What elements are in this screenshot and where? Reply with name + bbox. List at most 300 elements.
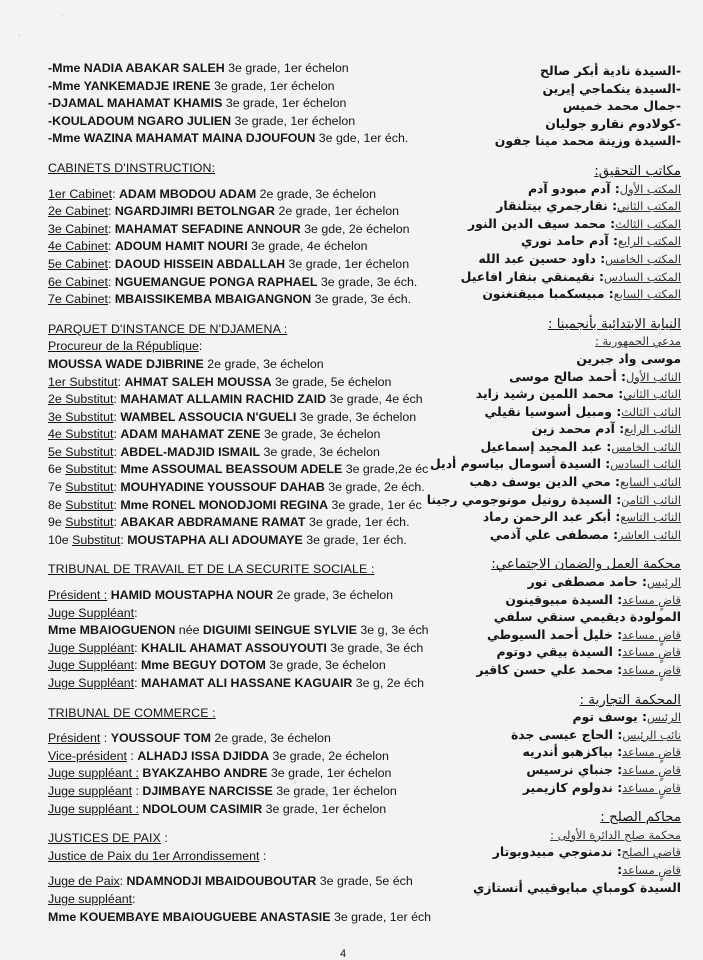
role-label: Juge de Paix — [48, 874, 120, 889]
french-line — [48, 409, 453, 427]
arabic-line — [431, 691, 681, 709]
french-line — [48, 891, 453, 909]
role-label: Juge suppléant — [48, 783, 133, 798]
spacer — [48, 722, 453, 730]
grade-text: : — [107, 204, 115, 219]
arabic-line — [431, 643, 681, 661]
role-label: 1er Substitut — [48, 374, 118, 389]
french-line — [48, 321, 453, 339]
grade-text: 3e grade, 3e éch — [326, 640, 424, 655]
name-text: Mme KOUEMBAYE MBAIOUGUEBE ANASTASIE — [48, 909, 331, 924]
scan-mark: ' — [62, 14, 64, 23]
french-line — [48, 338, 453, 356]
grade-text: : — [134, 658, 142, 673]
role-label: قاضٍ مساعد — [622, 762, 681, 777]
arabic-line — [431, 403, 681, 421]
grade-text: 2e grade, 3e échelon — [256, 186, 377, 201]
french-line — [48, 444, 453, 462]
arabic-line — [431, 162, 681, 180]
section-heading: TRIBUNAL DE TRAVAIL ET DE LA SECURITE SOCIALE : — [48, 562, 375, 577]
french-line — [48, 95, 453, 113]
role-label: النائب الثالث — [621, 404, 681, 419]
arabic-line — [431, 215, 681, 233]
name-text: Mme MBAIOGUENON — [48, 623, 176, 638]
arabic-line — [431, 473, 681, 491]
name-text: ALHADJ ISSA DJIDDA — [137, 748, 270, 763]
grade-text: : — [113, 497, 121, 512]
section-heading: مكاتب التحقيق: — [594, 163, 681, 179]
arabic-line — [431, 197, 681, 215]
spacer — [48, 148, 453, 160]
name-text: المولودة ديقيمي سنقي سلفي — [493, 609, 681, 625]
grade-text: 3e grade, 2e échelon — [269, 748, 389, 763]
spacer — [48, 865, 453, 873]
role-label: المكتب الأول — [619, 181, 681, 196]
name-text: موسى واد جبرين — [576, 350, 681, 366]
grade-text: : — [107, 221, 115, 236]
name-text: : مصطفى علي آذمي — [489, 526, 619, 542]
role-label: قاضٍ مساعد — [622, 663, 681, 677]
grade-text: 3e grade, 3e échelon — [260, 427, 381, 442]
arabic-line — [431, 779, 681, 797]
grade-text: 10e — [48, 532, 73, 547]
grade-text: 3e grade, 3e éch. — [311, 292, 412, 307]
name-text: Mme RONEL MONODJOMI REGINA — [120, 497, 329, 512]
grade-text: 3e grade, 1er échelon — [262, 801, 387, 816]
spacer — [431, 679, 681, 691]
grade-text: 3e grade, 3e échelon — [260, 444, 380, 459]
french-line — [48, 605, 453, 623]
name-text: : ندولوم كازيمير — [522, 779, 623, 795]
role-label: 7e Cabinet — [48, 292, 108, 307]
role-label: Juge Suppléant — [48, 640, 135, 655]
arabic-line — [431, 285, 681, 303]
arabic-line — [431, 879, 681, 897]
arabic-line — [431, 368, 681, 386]
grade-text: : — [134, 605, 138, 620]
name-text: -Mme WAZINA MAHAMAT MAINA DJOUFOUN — [48, 131, 316, 146]
french-line — [48, 801, 453, 819]
spacer — [48, 818, 453, 830]
grade-text: : — [107, 256, 115, 271]
grade-text: 3e grade, 1er éch — [330, 909, 432, 924]
name-text: MAHAMAT ALI HASSANE KAGUAIR — [141, 676, 353, 690]
section-heading: النيابة الابتدائية بأنجمينا : — [547, 316, 681, 332]
arabic-line — [431, 385, 681, 403]
french-line — [48, 587, 453, 605]
arabic-line — [431, 526, 681, 544]
spacer — [431, 543, 681, 555]
arabic-line — [431, 180, 681, 198]
name-text: : بياكزهبو أندريه — [522, 744, 623, 760]
name-text: : السيدة بيقي دوتوم — [496, 644, 623, 660]
name-text: : آدم حامد نوري — [521, 233, 618, 249]
grade-text: 3e grade, 3e éch. — [317, 274, 418, 289]
role-label: Substitut — [65, 480, 114, 495]
grade-text: : — [112, 186, 119, 201]
grade-text: 3e grade, 4e échelon — [247, 239, 368, 254]
french-line — [48, 479, 453, 497]
arabic-line — [431, 80, 681, 98]
role-label: قاضٍ مساعد — [622, 862, 681, 877]
role-label: المكتب الرابع — [617, 234, 681, 249]
french-line — [48, 60, 453, 78]
grade-text: 3e grade, 1er éch. — [302, 532, 407, 547]
section-heading: TRIBUNAL DE COMMERCE : — [48, 705, 216, 720]
role-label: 3e Cabinet — [48, 221, 108, 236]
name-text: MBAISSIKEMBA MBAIGANGNON — [114, 292, 312, 307]
arabic-line — [426, 491, 681, 509]
name-text: MOUHYADINE YOUSSOUF DAHAB — [120, 480, 325, 495]
section-heading: محكمة العمل والضمان الاجتماعي: — [491, 557, 681, 573]
grade-text: : — [132, 783, 143, 798]
role-label: النائب السادس — [610, 457, 681, 472]
grade-text: : — [119, 874, 127, 889]
name-text: : عبد المجيد إسماعيل — [480, 438, 612, 454]
grade-text: 3e g, 2e éch — [352, 676, 424, 690]
grade-text: : — [160, 831, 168, 846]
name-text: -السيدة ينكماجي إيرين — [542, 80, 681, 96]
grade-text: : — [117, 374, 125, 389]
name-text: -كولادوم نقارو جوليان — [545, 115, 681, 131]
role-label: Substitut — [65, 462, 114, 477]
name-text: : محمد اللمين رشيد زايد — [475, 386, 624, 402]
role-label: Juge Suppléant — [48, 676, 135, 690]
role-label: 1er Cabinet — [48, 186, 113, 201]
grade-text: 9e — [48, 515, 66, 530]
french-line — [48, 160, 453, 178]
french-line — [48, 748, 453, 766]
spacer — [431, 303, 681, 315]
name-text: : آدم محمد زين — [531, 421, 625, 437]
arabic-line — [431, 708, 681, 726]
name-text: Mme ASSOUMAL BEASSOUM ADELE — [120, 462, 343, 477]
role-label: المكتب الثالث — [615, 216, 681, 231]
grade-text: 3e grade, 1er échelon — [222, 96, 347, 111]
grade-text: 3e grade, 1er échelon — [272, 783, 397, 798]
grade-text: : — [132, 891, 136, 906]
name-text: -جمال محمد خميس — [562, 98, 681, 114]
name-text: : الحاج عيسى جدة — [510, 726, 623, 742]
grade-text: : — [198, 339, 203, 354]
grade-text: 2e grade, 3e échelon — [273, 588, 394, 603]
grade-text: 3e gde, 1er éch. — [315, 131, 409, 146]
french-line — [48, 256, 453, 274]
role-label: Substitut — [65, 497, 114, 512]
french-line — [48, 113, 453, 131]
spacer — [48, 693, 453, 705]
grade-text: : — [100, 731, 111, 746]
french-line — [48, 186, 453, 204]
grade-text: 3e grade, 1er échelon — [285, 256, 410, 271]
grade-text: 3e grade, 1er éc — [328, 497, 422, 512]
name-text: AHMAT SALEH MOUSSA — [124, 374, 272, 389]
arabic-column — [426, 62, 681, 896]
role-label: Juge Suppléant — [48, 658, 135, 673]
section-heading: JUSTICES DE PAIX — [48, 831, 161, 846]
role-label: 4e Cabinet — [48, 239, 108, 254]
role-label: Juge suppléant : — [48, 801, 139, 816]
role-label: قاضي الصلح — [621, 845, 681, 860]
role-label: النائب الرابع — [624, 422, 681, 437]
arabic-line — [431, 97, 681, 115]
role-label: قاضٍ مساعد — [622, 780, 681, 795]
role-label: 6e Cabinet — [48, 274, 108, 289]
grade-text: : — [134, 640, 142, 655]
role-label: النائب الأول — [626, 369, 681, 384]
name-text: : محمد علي حسن كاقير — [476, 662, 623, 677]
grade-text: : — [113, 427, 121, 442]
role-label: Justice de Paix du 1er Arrondissement — [48, 848, 260, 863]
arabic-line — [431, 250, 681, 268]
french-line — [48, 497, 453, 515]
name-text: NDOLOUM CASIMIR — [142, 801, 263, 816]
grade-text: 8e — [48, 497, 66, 512]
arabic-line — [431, 555, 681, 573]
name-text: السيدة كومباي مبايوقيبي أنستازي — [473, 879, 681, 895]
grade-text: : — [259, 848, 267, 863]
role-label: المكتب الخامس — [605, 251, 681, 266]
role-label: قاضٍ مساعد — [622, 592, 681, 607]
name-text: : يوسف توم — [572, 709, 647, 725]
grade-text: 3e grade, 1er échelon — [231, 113, 356, 128]
french-line — [48, 461, 453, 479]
role-label: المكتب السادس — [604, 269, 681, 284]
french-line — [48, 391, 453, 409]
grade-text: 3e grade, 3e échelon — [296, 409, 417, 424]
grade-text: 3e g, 3e éch — [356, 623, 429, 638]
name-text: : ندمنوجي مبيدوبوتار — [492, 844, 622, 860]
grade-text: 7e — [48, 480, 66, 495]
name-text: DAOUD HISSEIN ABDALLAH — [114, 256, 286, 271]
arabic-line — [431, 268, 681, 286]
role-label: 5e Cabinet — [48, 256, 108, 271]
name-text: : أبكر عبد الرحمن رماد — [482, 509, 621, 525]
grade-text: 3e grade, 1er échelon — [224, 61, 349, 75]
grade-text: 2e grade, 1er échelon — [275, 204, 399, 219]
french-line — [48, 274, 453, 292]
grade-text: 3e grade, 5e échelon — [271, 374, 392, 389]
arabic-line — [431, 591, 681, 609]
french-line — [48, 622, 453, 640]
spacer — [431, 796, 681, 808]
french-line — [48, 561, 453, 579]
name-text: : خليل أحمد السيوطي — [486, 626, 623, 642]
spacer — [431, 150, 681, 162]
name-text: : السيدة رونيل مونوجومي رجينا — [426, 491, 622, 507]
arabic-line — [431, 315, 681, 333]
grade-text: 3e grade,2e éc — [342, 462, 429, 477]
arabic-line — [431, 761, 681, 779]
name-text: : ومبيل أسوسيا نقيلي — [484, 403, 622, 419]
name-text: : السيدة مبيوقينون — [505, 591, 623, 607]
grade-text: 3e grade, 5e éch — [316, 874, 413, 889]
french-line — [48, 514, 453, 532]
name-text: MOUSTAPHA ALI ADOUMAYE — [127, 532, 303, 547]
french-line — [48, 640, 453, 658]
french-line — [48, 909, 453, 927]
french-line — [48, 705, 453, 723]
role-label: Juge suppléant — [48, 891, 133, 906]
role-label: 3e Substitut — [48, 409, 114, 424]
french-line — [48, 830, 453, 848]
arabic-line — [431, 626, 681, 644]
role-label: المكتب السابع — [613, 287, 681, 302]
name-text: ADAM MBODOU ADAM — [118, 186, 257, 201]
grade-text: 3e grade, 1er éch. — [305, 515, 410, 530]
role-label: Président — [48, 731, 101, 746]
grade-text: 2e grade, 3e échelon — [203, 356, 324, 371]
name-text: ADOUM HAMIT NOURI — [114, 239, 248, 254]
name-text: ADAM MAHAMAT ZENE — [120, 427, 261, 442]
name-text: -Mme NADIA ABAKAR SALEH — [48, 61, 225, 75]
role-label: قاضٍ مساعد — [622, 645, 681, 660]
name-text: : داود حسين عبد الله — [478, 250, 606, 266]
name-text: BYAKZAHBO ANDRE — [142, 766, 268, 781]
role-label: الرئيس — [646, 575, 681, 590]
role-label: 4e Substitut — [48, 427, 114, 442]
grade-text: : — [113, 444, 121, 459]
name-text: : نقارجمري بيتلنقار — [496, 198, 618, 214]
section-heading: PARQUET D'INSTANCE DE N'DJAMENA : — [48, 321, 288, 336]
grade-text: : — [107, 292, 115, 307]
arabic-line — [431, 115, 681, 133]
grade-text: : — [107, 274, 115, 289]
name-text: ABDEL-MADJID ISMAIL — [120, 444, 261, 459]
role-label: Vice-président — [48, 748, 127, 763]
grade-text: : — [113, 480, 121, 495]
french-line — [48, 783, 453, 801]
role-label: النائب الثامن — [621, 492, 681, 507]
grade-text: 3e grade, 2e éch. — [324, 480, 425, 495]
role-label: المكتب الثاني — [617, 199, 681, 214]
arabic-line — [431, 861, 681, 879]
french-line — [48, 374, 453, 392]
grade-text: 3e grade, 4e éch — [326, 392, 423, 407]
spacer — [48, 579, 453, 587]
name-text: DIGUIMI SEINGUE SYLVIE — [202, 623, 357, 638]
arabic-line — [431, 843, 681, 861]
arabic-line — [431, 826, 681, 844]
role-label: Procureur de la République — [48, 339, 199, 354]
name-text: NDAMNODJI MBAIDOUBOUTAR — [126, 874, 317, 889]
name-text: -السيدة نادية أبكر صالح — [540, 63, 681, 78]
french-line — [48, 848, 453, 866]
name-text: : نقيمنقي بنقار افاعيل — [460, 268, 604, 284]
grade-text: 3e grade, 3e échelon — [265, 658, 386, 673]
role-label: 2e Cabinet — [48, 204, 108, 219]
arabic-line — [431, 332, 681, 350]
french-line — [48, 657, 453, 675]
section-heading: المحكمة التجارية : — [579, 692, 681, 708]
name-text: DJIMBAYE NARCISSE — [142, 783, 273, 798]
grade-text: : — [126, 748, 138, 763]
grade-text: née — [175, 623, 203, 638]
name-text: HAMID MOUSTAPHA NOUR — [110, 588, 274, 603]
role-label: Substitut — [72, 532, 121, 547]
arabic-line — [431, 232, 681, 250]
name-text: NGUEMANGUE PONGA RAPHAEL — [114, 274, 318, 289]
name-text: : حامد مصطفى نور — [527, 574, 647, 590]
arabic-line — [431, 726, 681, 744]
grade-text: : — [113, 462, 121, 477]
grade-text: 2e grade, 3e échelon — [210, 731, 331, 746]
name-text: MOUSSA WADE DJIBRINE — [48, 356, 204, 371]
arabic-line — [431, 350, 681, 368]
role-label: مدعي الجمهورية : — [595, 334, 681, 349]
french-line — [48, 873, 453, 891]
role-label: الرئيس — [646, 710, 681, 725]
role-label: Juge suppléant : — [48, 766, 139, 781]
grade-text: 3e grade, 1er échelon — [267, 766, 392, 781]
scan-mark: ` — [18, 34, 21, 43]
name-text: : — [617, 861, 623, 877]
name-text: Mme BEGUY DOTOM — [141, 658, 266, 673]
role-label: 2e Substitut — [48, 392, 114, 407]
french-line — [48, 203, 453, 221]
grade-text: : — [120, 532, 128, 547]
role-label: النائب الثاني — [623, 387, 681, 402]
name-text: KHALIL AHAMAT ASSOUYOUTI — [141, 640, 327, 655]
role-label: النائب الخامس — [611, 439, 681, 454]
french-line — [48, 291, 453, 309]
grade-text: : — [113, 392, 121, 407]
name-text: MAHAMAT ALLAMIN RACHID ZAID — [120, 392, 327, 407]
french-line — [48, 356, 453, 374]
name-text: NGARDJIMRI BETOLNGAR — [114, 204, 275, 219]
section-heading: محاكم الصلح : — [600, 810, 681, 826]
french-line — [48, 532, 453, 550]
arabic-line — [431, 573, 681, 591]
role-label: Président : — [48, 588, 108, 603]
arabic-line — [431, 420, 681, 438]
spacer — [48, 309, 453, 321]
role-label: قاضٍ مساعد — [622, 745, 681, 760]
french-line — [48, 221, 453, 239]
grade-text: : — [134, 676, 142, 690]
role-label: النائب العاشر — [618, 527, 681, 542]
arabic-line — [431, 608, 681, 626]
role-label: Substitut — [65, 515, 114, 530]
role-label: 5e Substitut — [48, 444, 114, 459]
role-label: محكمة صلح الدائرة الأولى : — [550, 827, 681, 842]
name-text: YOUSSOUF TOM — [110, 731, 211, 746]
grade-text: : — [113, 515, 121, 530]
role-label: النائب السابع — [619, 475, 681, 490]
name-text: : محمد سيف الدين النور — [468, 215, 616, 231]
role-label: Juge Suppléant — [48, 605, 135, 620]
spacer — [48, 178, 453, 186]
name-text: : محي الدين يوسف دهب — [469, 474, 620, 490]
arabic-line — [431, 455, 681, 473]
arabic-line — [431, 132, 681, 150]
name-text: WAMBEL ASSOUCIA N'GUELI — [120, 409, 297, 424]
name-text: MAHAMAT SEFADINE ANNOUR — [114, 221, 301, 236]
section-heading: CABINETS D'INSTRUCTION: — [48, 160, 216, 175]
french-line — [48, 130, 453, 148]
name-text: -السيدة وزينة محمد مينا جفون — [494, 133, 681, 149]
name-text: : آدم مبودو آدم — [527, 180, 620, 196]
role-label: نائب الرئيس — [622, 727, 681, 742]
grade-text: : — [107, 239, 115, 254]
grade-text: : — [113, 409, 121, 424]
grade-text: 3e grade, 1er échelon — [210, 78, 335, 93]
name-text: : أحمد صالح موسى — [509, 368, 627, 384]
role-label: قاضٍ مساعد — [622, 627, 681, 642]
arabic-line — [431, 508, 681, 526]
name-text: -Mme YANKEMADJE IRENE — [48, 78, 211, 93]
french-column — [48, 60, 453, 926]
